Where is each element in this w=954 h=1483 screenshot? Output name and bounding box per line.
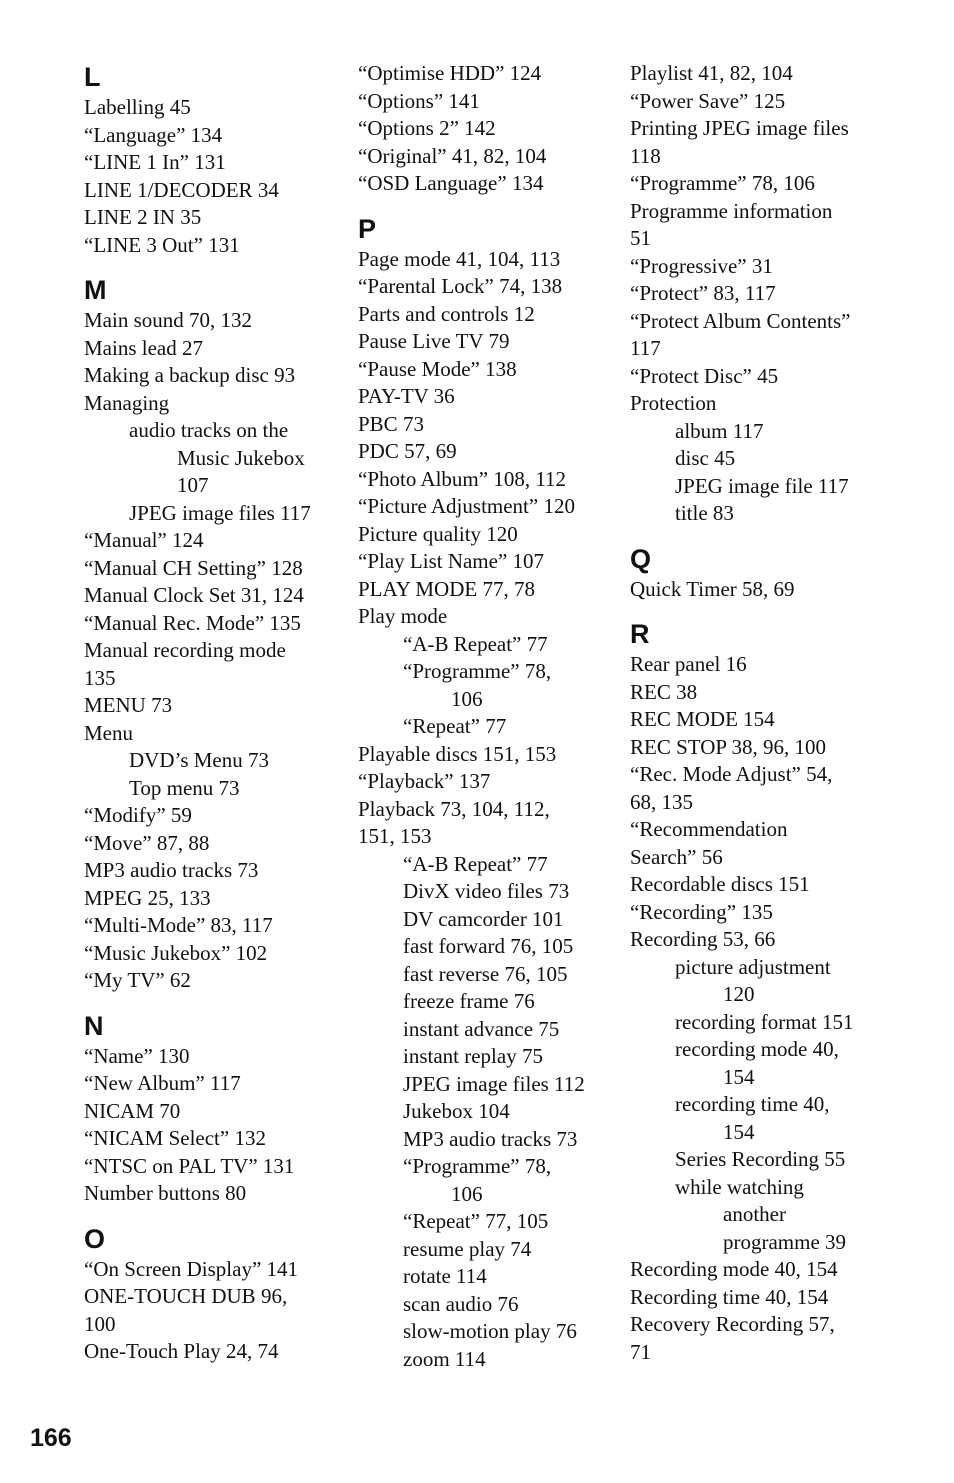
index-entry: Manual Clock Set 31, 124 [84, 583, 304, 607]
index-entry: “Pause Mode” 138 [358, 356, 517, 381]
index-entry: “Protect Disc” 45 [630, 363, 779, 388]
index-subentry: scan audio 76 [403, 1291, 519, 1316]
index-subentry: Music Jukebox [177, 445, 305, 470]
index-entry: “LINE 3 Out” 131 [84, 232, 240, 257]
index-subentry: while watching [675, 1174, 804, 1199]
index-section-letter: N [84, 1010, 104, 1041]
index-entry: Recording time 40, 154 [630, 1284, 829, 1309]
index-subentry: resume play 74 [403, 1236, 532, 1261]
index-entry: Play mode [358, 604, 448, 628]
index-entry: “Optimise HDD” 124 [358, 61, 542, 85]
index-entry: “Original” 41, 82, 104 [358, 143, 547, 168]
index-entry: One-Touch Play 24, 74 [84, 1339, 279, 1363]
index-subentry: “Programme” 78, [403, 659, 552, 683]
index-subentry: 154 [723, 1119, 755, 1144]
index-entry: “Options” 141 [358, 88, 480, 113]
index-subentry: rotate 114 [403, 1264, 487, 1288]
index-entry: ONE-TOUCH DUB 96, [84, 1284, 288, 1308]
index-subentry: recording time 40, [675, 1092, 830, 1116]
index-section-letter: O [84, 1223, 106, 1254]
index-entry: “Name” 130 [84, 1043, 190, 1068]
index-entry: “Play List Name” 107 [358, 549, 545, 573]
index-section-letter: R [630, 619, 650, 649]
index-entry: “Photo Album” 108, 112 [358, 466, 567, 491]
index-entry: Recording mode 40, 154 [630, 1257, 838, 1281]
index-entry: REC STOP 38, 96, 100 [630, 734, 827, 759]
index-subentry: recording mode 40, [675, 1037, 839, 1061]
index-entry: REC MODE 154 [630, 707, 775, 731]
index-entry: Labelling 45 [84, 95, 191, 119]
index-entry: “Multi-Mode” 83, 117 [84, 913, 273, 937]
index-section-letter: M [84, 275, 107, 305]
index-subentry: slow-motion play 76 [403, 1319, 577, 1343]
index-entry: “Power Save” 125 [630, 88, 786, 113]
index-entry: “NICAM Select” 132 [84, 1126, 266, 1150]
index-entry: 68, 135 [630, 789, 693, 814]
index-column-1 [84, 60, 334, 1366]
index-entry: “Move” 87, 88 [84, 830, 210, 855]
index-subentry: JPEG image files 117 [129, 500, 311, 525]
index-entry: Playback 73, 104, 112, [358, 796, 550, 821]
index-entry: “Recording” 135 [630, 899, 773, 924]
index-subentry: 120 [723, 982, 755, 1006]
index-entry: “Protect” 83, 117 [630, 281, 776, 305]
index-entry: Manual recording mode [84, 638, 286, 662]
index-subentry: recording format 151 [675, 1009, 854, 1034]
index-entry: MENU 73 [84, 693, 173, 717]
index-entry: “Parental Lock” 74, 138 [358, 274, 563, 298]
index-entry: Page mode 41, 104, 113 [358, 246, 561, 271]
index-subentry: Top menu 73 [129, 775, 240, 800]
index-entry: 71 [630, 1339, 651, 1364]
index-subentry: zoom 114 [403, 1346, 486, 1371]
index-entry: “Protect Album Contents” [630, 308, 851, 333]
index-entry: “Picture Adjustment” 120 [358, 494, 575, 518]
index-subentry: instant replay 75 [403, 1044, 543, 1068]
index-entry: “Rec. Mode Adjust” 54, [630, 762, 833, 786]
index-entry: “Playback” 137 [358, 769, 491, 793]
index-subentry: instant advance 75 [403, 1016, 560, 1041]
index-entry: Search” 56 [630, 844, 723, 869]
index-subentry: 107 [177, 473, 209, 497]
index-section-letter: P [358, 213, 377, 244]
index-entry: Quick Timer 58, 69 [630, 576, 795, 601]
index-column-2 [358, 60, 608, 1373]
index-entry: PLAY MODE 77, 78 [358, 576, 535, 601]
index-entry: PAY-TV 36 [358, 384, 455, 408]
index-entry: “Options 2” 142 [358, 116, 496, 140]
index-subentry: title 83 [675, 501, 734, 525]
index-entry: “My TV” 62 [84, 968, 191, 992]
index-entry: “Modify” 59 [84, 803, 192, 827]
index-entry: “Language” 134 [84, 122, 223, 147]
index-subentry: “A-B Repeat” 77 [403, 631, 548, 656]
index-entry: Rear panel 16 [630, 652, 747, 676]
index-subentry: album 117 [675, 418, 764, 443]
page-number: 166 [30, 1424, 72, 1452]
index-entry: 100 [84, 1311, 116, 1336]
index-subentry: Jukebox 104 [403, 1099, 510, 1123]
index-entry: “Music Jukebox” 102 [84, 940, 268, 965]
index-subentry: 106 [451, 1181, 483, 1206]
index-subentry: 154 [723, 1064, 755, 1089]
index-entry: Protection [630, 391, 717, 415]
index-entry: Printing JPEG image files [630, 116, 849, 140]
index-entry: Picture quality 120 [358, 521, 518, 546]
index-subentry: disc 45 [675, 446, 736, 470]
index-entry: LINE 1/DECODER 34 [84, 177, 279, 202]
index-entry: “NTSC on PAL TV” 131 [84, 1153, 295, 1178]
index-entry: LINE 2 IN 35 [84, 205, 202, 229]
index-entry: Mains lead 27 [84, 335, 203, 360]
index-entry: “Programme” 78, 106 [630, 171, 815, 195]
index-entry: REC 38 [630, 679, 698, 704]
index-entry: Pause Live TV 79 [358, 329, 510, 353]
index-subentry: another [723, 1202, 786, 1226]
index-subentry: freeze frame 76 [403, 989, 535, 1013]
index-subentry: 106 [451, 686, 483, 711]
index-subentry: DV camcorder 101 [403, 906, 564, 931]
index-subentry: audio tracks on the [129, 418, 289, 442]
index-entry: PDC 57, 69 [358, 439, 457, 463]
index-subentry: MP3 audio tracks 73 [403, 1126, 578, 1151]
index-entry: Managing [84, 390, 170, 415]
index-entry: NICAM 70 [84, 1098, 181, 1123]
index-entry: Recording 53, 66 [630, 927, 776, 951]
index-entry: Menu [84, 720, 133, 745]
index-entry: “Manual Rec. Mode” 135 [84, 610, 301, 635]
index-entry: Programme information [630, 198, 833, 223]
index-entry: “Manual CH Setting” 128 [84, 555, 303, 580]
index-entry: “On Screen Display” 141 [84, 1256, 299, 1281]
index-subentry: programme 39 [723, 1229, 847, 1254]
index-subentry: fast forward 76, 105 [403, 934, 574, 958]
index-subentry: “Programme” 78, [403, 1154, 552, 1178]
index-entry: Recordable discs 151 [630, 872, 810, 896]
index-entry: 151, 153 [358, 824, 432, 848]
index-entry: Main sound 70, 132 [84, 308, 252, 332]
index-subentry: JPEG image file 117 [675, 473, 849, 498]
index-subentry: “Repeat” 77, 105 [403, 1209, 549, 1233]
index-entry: Number buttons 80 [84, 1181, 247, 1205]
index-entry: “Manual” 124 [84, 528, 204, 552]
index-subentry: DivX video files 73 [403, 879, 570, 903]
index-subentry: “Repeat” 77 [403, 714, 507, 738]
index-section-letter: L [84, 62, 101, 92]
index-section-letter: Q [630, 543, 652, 574]
index-subentry: fast reverse 76, 105 [403, 961, 568, 986]
index-subentry: DVD’s Menu 73 [129, 748, 269, 772]
index-entry: Recovery Recording 57, [630, 1312, 835, 1336]
index-entry: MPEG 25, 133 [84, 885, 211, 910]
index-entry: Playable discs 151, 153 [358, 741, 557, 766]
index-entry: PBC 73 [358, 411, 424, 436]
index-entry: 51 [630, 226, 651, 250]
index-entry: MP3 audio tracks 73 [84, 858, 259, 882]
index-entry: 135 [84, 665, 116, 690]
index-entry: 118 [630, 143, 661, 168]
index-subentry: Series Recording 55 [675, 1147, 846, 1171]
index-column-3 [630, 60, 930, 1366]
index-entry: Playlist 41, 82, 104 [630, 61, 793, 85]
index-entry: “New Album” 117 [84, 1071, 241, 1095]
index-entry: “LINE 1 In” 131 [84, 150, 226, 174]
index-entry: Parts and controls 12 [358, 301, 535, 326]
index-entry: 117 [630, 336, 661, 360]
index-entry: “OSD Language” 134 [358, 171, 544, 195]
index-subentry: JPEG image files 112 [403, 1071, 585, 1096]
index-entry: “Recommendation [630, 817, 788, 841]
index-entry: Making a backup disc 93 [84, 363, 296, 387]
index-entry: “Progressive” 31 [630, 253, 773, 278]
index-subentry: picture adjustment [675, 954, 831, 979]
index-subentry: “A-B Repeat” 77 [403, 851, 548, 876]
